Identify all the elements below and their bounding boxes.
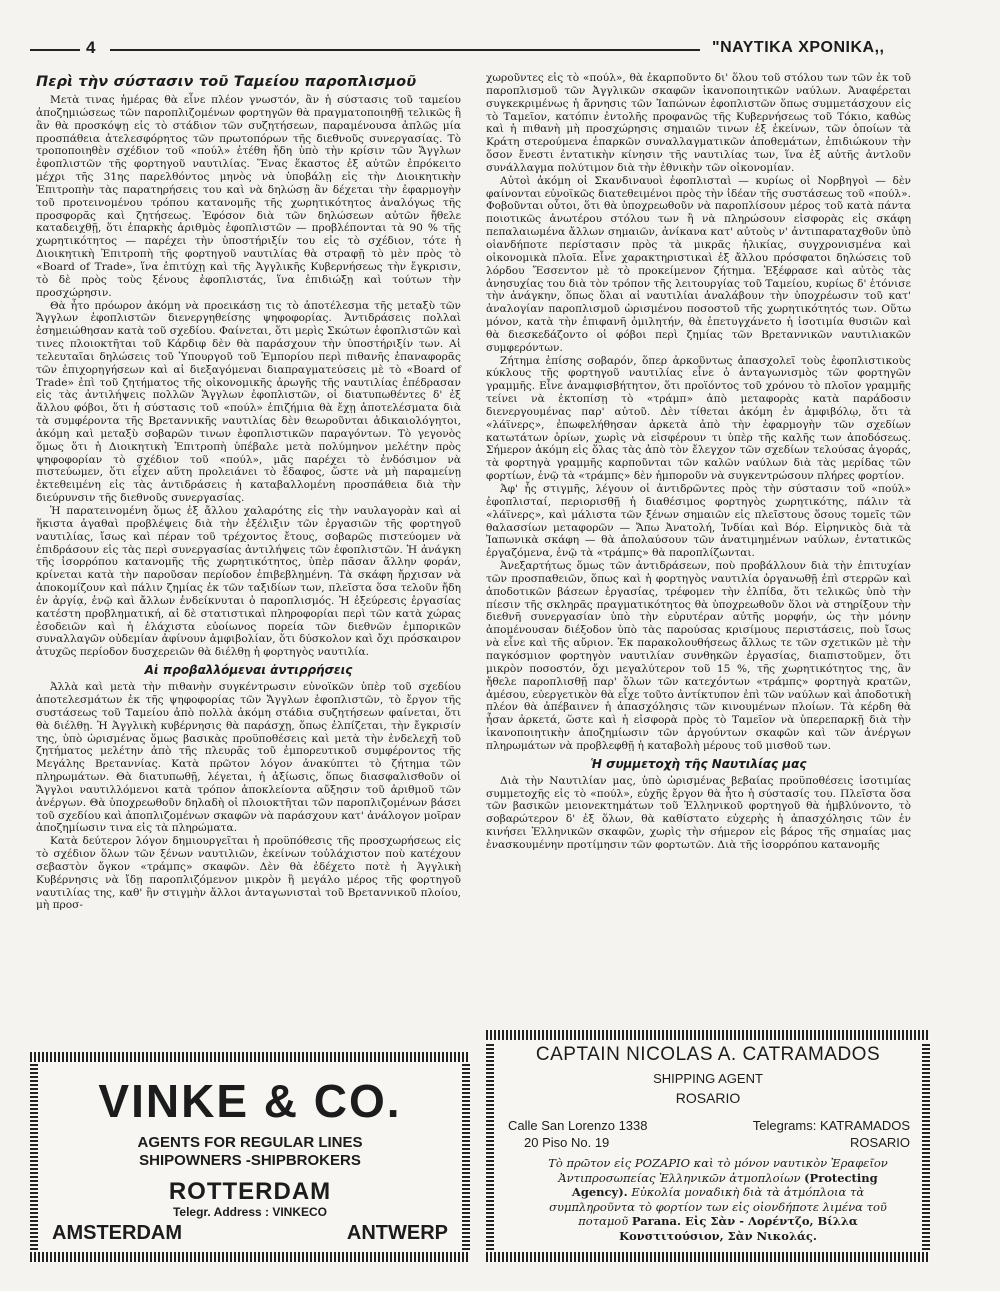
catramados-address: Calle San Lorenzo 1338 (508, 1118, 648, 1133)
paragraph: Ἡ παρατεινομένη ὅμως ἐξ ἄλλου χαλαρότης εἰς τὴν ναυλαγορὰν καὶ αἱ ἥκιστα ἀγαθαὶ προβλέψεις διὰ τὴν ἐξέλιξιν τῶν ἐργασιῶν τῆς φορτηγοῦ ναυτιλίας, ἴσως καὶ πέραν τοῦ τρέχοντος ἔτους, σοβαρῶς πιστεύομεν νὰ ἐπιδράσουν εἰς τὰς περὶ συνεργασίας ἀντιλήψεις τῶν ἐφοπλιστῶν. Ἡ ἀνάγκη τῆς ἰσορρόπου κατανομῆς τῆς χωρητικότητος, ὑπὲρ πᾶσαν ἄλλην φοράν, κρίνεται κατὰ τὴν παροῦσαν περίοδον ἐπιβεβλημένη. Τὰ σκάφη ἤρχισαν νὰ ἀποκομίζουν καὶ πάλιν ζημίας ἐκ τῶν ταξιδίων των, πλεῖστα ὅσα τελοῦν ἤδη ἐν ἀργίᾳ, ἐνῷ καὶ ἄλλων ἐνδείκνυται ὁ παροπλισμός. Ἡ ἐξεύρεσις ἐργασίας κατέστη προβληματική, αἱ δὲ στατιστικαὶ πληροφορίαι περὶ τῶν κατὰ χώρας ἐσοδειῶν καὶ ἡ ἐλάχιστα εὐοίωνος πορεία τῶν διεθνῶν ἐμπορικῶν συναλλαγῶν οὐδεμίαν ἀφίνουν ἀμφιβολίαν, ὅτι δύσκολον καὶ ὄχι πρόσκαιρον ἀτυχῶς περίοδον δυσχερειῶν θὰ διέλθῃ ἡ φορτηγὸς ναυτιλία. (36, 505, 461, 659)
ad-border-bottom (30, 1252, 470, 1262)
paragraph: Μετὰ τινας ἡμέρας θὰ εἶνε πλέον γνωστόν, ἂν ἡ σύστασις τοῦ ταμείου ἀποζημιώσεως τῶν παροπλιζομένων φορτηγῶν θὰ πραγματοποιηθῇ τελικῶς ἢ ἂν θὰ προσκόψῃ εἰς τὸ στάδιον τῶν συζητήσεων, παραμένουσα ἁπλῶς μία προσπάθεια ἀτελεσφόρητος τῶν πρωτοπόρων τῆς διεθνοῦς συνεργασίας. Τὸ τροποποιηθὲν σχέδιον τοῦ «πούλ» ἐτέθη ἤδη ὑπὸ τὴν κρίσιν τῶν Ἄγγλων ἐφοπλιστῶν τῆς φορτηγοῦ ναυτιλίας. Ἕνας ἕκαστος ἐξ αὐτῶν ἐπρόκειτο μέχρι τῆς 31ης παρελθόντος μηνὸς νὰ ὑποβάλῃ εἰς τὴν Διοικητικὴν Ἐπιτροπὴν τὰς παρατηρήσεις του καὶ νὰ δηλώσῃ ἂν δέχεται τὴν ἐφαρμογὴν τοῦ προτεινομένου τρόπου κατανομῆς τῆς χωρητικότητος ἀναλόγως τῆς προσφορᾶς καὶ ζητήσεως. Ἐφόσον διὰ τῶν δηλώσεων αὐτῶν ἤθελε καταδειχθῇ, ὅτι ἐπαρκὴς ἀριθμὸς ἐφοπλιστῶν — προβλέπονται τὰ 90 % τῆς χωρητικότητος — παρέχει τὴν ὑποστήριξίν του εἰς τὸ σχέδιον, τότε ἡ Διοικητικὴ Ἐπιτροπὴ τῆς φορτηγοῦ ναυτιλίας θὰ στραφῇ τὸ μὲν πρὸς τὸ «Board of Trade», ἵνα ἐπιτύχῃ καὶ τῆς Ἀγγλικῆς Κυβερνήσεως τὴν ἔγκρισιν, τὸ δὲ πρὸς τοὺς ξένους ἐφοπλιστάς, ἵνα ἐπιδιώξῃ καὶ τούτων τὴν προσχώρησιν. (36, 94, 461, 299)
paragraph: Διὰ τὴν Ναυτιλίαν μας, ὑπὸ ὡρισμένας βεβαίας προϋποθέσεις ἰσοτιμίας συμμετοχῆς εἰς τὸ «πούλ», εὐχῆς ἔργον θὰ ἦτο ἡ σύστασίς του. Πλεῖστα ὅσα τῶν βασικῶν μειονεκτημάτων τοῦ Ἑλληνικοῦ φορτηγοῦ θὰ ἠμβλύνοντο, τὸ σοβαρώτερον δ' ἐξ ὅλων, θὰ καθίστατο εὐχερὴς ἡ ἀπασχόλησις τῶν ἐν κινήσει Ἑλληνικῶν σκαφῶν, χωρὶς τὴν σήμερον εἰς βάρος τῆς σημαίας μας ἐνασκουμένην προτίμησιν τῶν φορτωτῶν. Διὰ τῆς ἰσορρόπου κατανομῆς (486, 774, 911, 851)
paragraph: Κατὰ δεύτερον λόγον δημιουργεῖται ἡ προϋπόθεσις τῆς προσχωρήσεως εἰς τὸ σχέδιον ὅλων τῶν ξένων ναυτιλιῶν, ἐκείνων τοὐλάχιστον ποὺ κατέχουν σεβαστὸν ὄγκον «τράμπς» σκαφῶν. Δὲν θὰ ἐδέχετο ποτὲ ἡ Ἀγγλικὴ Κυβέρνησις νὰ ἴδῃ παροπλιζόμενον μικρὸν ἢ μεγάλο μέρος τῆς φορτηγοῦ ναυτιλίας της, καθ' ἣν στιγμὴν ἄλλοι ἀνταγωνισταὶ τοῦ Βρεταννικοῦ πλοίου, μὴ προσ- (36, 835, 461, 912)
greek-bold: Parana. Εἰς Σὰν - Λορέντζο, Βίλλα Κονστιτούσιον, Σὰν Νικολάς. (619, 1214, 858, 1243)
vinke-advertisement (30, 1052, 470, 1262)
greek-bold: (Protecting Agency). (571, 1170, 878, 1199)
ad-border-bottom (486, 1252, 930, 1262)
catramados-telegrams: ROSARIO (850, 1135, 910, 1150)
catramados-address: 20 Piso No. 19 (524, 1135, 610, 1150)
paragraph: Ἀλλὰ καὶ μετὰ τὴν πιθανὴν συγκέντρωσιν εὐνοϊκῶν ὑπὲρ τοῦ σχεδίου ἀποτελεσμάτων ἐκ τῆς ψηφοφορίας τῶν Ἄγγλων ἐφοπλιστῶν, τὸ ἔργον τῆς συστάσεως τοῦ Ταμείου ἀπὸ πολλὰ ἀκόμη στάδια συζητήσεων φαίνεται, ὅτι θὰ διέλθῃ. Ἡ Ἀγγλικὴ κυβέρνησις θὰ παράσχῃ, ὅπως ἐλπίζεται, τὴν ἔγκρισίν της, ὑπὸ ὡρισμένας ὅμως βασικὰς προϋποθέσεις καὶ μετὰ τὴν ἐνδελεχῆ τοῦ ζητήματος μελέτην ἀπὸ τῆς πλευρᾶς τοῦ ἐμπορευτικοῦ συμφέροντος τῆς Μεγάλης Βρεταννίας. Κατὰ πρῶτον λόγον ἀνακύπτει τὸ ζήτημα τῶν πληρωμάτων. Θὰ διατυπωθῇ, λέγεται, ἡ ἀξίωσις, ὅπως διασφαλισθοῦν οἱ Ἄγγλοι ναυτιλλόμενοι κατὰ τρόπον ἀποκλείοντα αὔξησιν τοῦ ἀριθμοῦ τῶν ἀνέργων. Θὰ ὑποχρεωθοῦν δηλαδὴ οἱ πλοιοκτῆται τῶν παροπλιζομένων βάσει τοῦ σχεδίου καὶ ἀποπλιζομένων σκαφῶν νὰ παράσχουν κατ' ἀνάλογον μοῖραν ἀποζημίωσιν τινα εἰς τὰ πληρώματα. (36, 681, 461, 835)
right-column (486, 72, 911, 852)
subheading: Αἱ προβαλλόμεναι ἀντιρρήσεις (144, 663, 353, 678)
paragraph: Ἀφ' ἧς στιγμῆς, λέγουν οἱ ἀντιδρῶντες πρὸς τὴν σύστασιν τοῦ «πούλ» ἐφοπλισταί, περιορισθῇ ἡ διαθέσιμος φορτηγὸς χωρητικότης, πάλιν τὰ «λάϊνερς», καὶ μάλιστα τῶν ξένων σημαιῶν εἰς πλεῖστους ὅσους τομεῖς τῶν θαλασσίων μεταφορῶν — Ἄπω Ἀνατολή, Ἰνδίαι καὶ Βόρ. Εἰρηνικὸς διὰ τὰ Ἰαπωνικὰ σκάφη — θὰ ἀπολαύσουν τῶν ἀνατιμημένων ναύλων, ἐντατικῶς ἐργαζόμενα, ἐνῷ τὰ «τράμπς» θὰ παροπλίζωνται. (486, 483, 911, 560)
vinke-branch-left: AMSTERDAM (52, 1222, 182, 1244)
ad-border-top (30, 1052, 470, 1062)
page-header (30, 38, 940, 60)
paragraph: Ἀνεξαρτήτως ὅμως τῶν ἀντιδράσεων, ποὺ προβάλλουν διὰ τὴν ἐπιτυχίαν τῶν προσπαθειῶν, ὅπως καὶ ἡ φορτηγὸς ναυτιλία ὀργανωθῇ ἐπὶ στερρῶν καὶ ἀποδοτικῶν βάσεων ἐργασίας, τρέφομεν τὴν ἐλπίδα, ὅτι τελικῶς ὑπὸ τὴν πίεσιν τῆς σκληρᾶς πραγματικότητος θὰ ὑποχρεωθοῦν ὅλοι νὰ στηρίξουν τὴν διεθνῆ συνεργασίαν ὑπὸ τὴν εὐρυτέραν αὐτῆς μορφήν, ὡς τὴν μόνην ἀπομένουσαν διέξοδον ὑπὸ τὰς παρούσας κρισίμους περιστάσεις, ποὺ ἴσως νὰ εἶνε καὶ τῆς αὔριον. Ἐκ παρακολουθήσεως ἄλλως τε τῶν σχετικῶν μὲ τὴν παγκόσμιον φορτηγὸν ναυτιλίαν συνθηκῶν ἐργασίας, διαπιστοῦμεν, ὅτι μικρὸν ποσοστόν, ὄχι μεγαλύτερον τοῦ 15 %, τῆς χωρητικότητος της, ἂν ἤθελε παροπλισθῇ παρ' ὅλων τῶν κατεχόντων «τράμπς» φορτηγὰ κρατῶν, ἀμέσου, εὐεργετικὸν θὰ εἶχε τοῦτο ἀντίκτυπον ἐπὶ τῶν ναύλων καὶ ἀποδοτικὴ πλέον θὰ ἀπέβαινεν ἡ ἀπασχόλησις τῶν κινουμένων πλοίων. Τὰ κέρδη θὰ ἦσαν ἀρκετά, ὥστε καὶ ἡ εἰσφορὰ πρὸς τὸ Ταμεῖον νὰ ὑπερεπαρκῇ διὰ τὴν ἱκανοποιητικὴν ἀποζημίωσιν τῶν ἀργούντων σκαφῶν καὶ τῶν ἀνέργων πληρωμάτων νὰ προβλεφθῇ ἡ καταβολὴ μέρους τοῦ μισθοῦ των. (486, 560, 911, 752)
catramados-greek-text (536, 1156, 900, 1243)
vinke-telegraph: Telegr. Address : VINKECO (172, 1205, 328, 1219)
paragraph: χωροῦντες εἰς τὸ «πούλ», θὰ ἐκαρποῦντο δι' ὅλου τοῦ στόλου των τῶν ἐκ τοῦ παροπλισμοῦ τῶν Ἀγγλικῶν σκαφῶν ἱκανοποιητικῶν ναύλων. Ἀναφέρεται συγκεκριμένως ἡ ἄρνησις τῶν Ἰαπώνων ἐφοπλιστῶν ὅπως συμμετάσχουν εἰς τὸ Ταμεῖον, κατόπιν ἐντολῆς προφανῶς τῆς Κυβερνήσεως τοῦ Τόκιο, καθὼς καὶ ἡ πιθανὴ μὴ προσχώρησις σημαιῶν τινων ἐξ ἐκείνων, τῶν ὁποίων τὰ Κράτη στερούμενα ἐπαρκῶν συναλλαγματικῶν ἀποθεμάτων, ἐπιδιώκουν τὴν ὅσον ἔνεστι ἐντατικὴν κίνησιν τῆς ναυτιλίας των, ἵνα ἐξ αὐτῆς ἀντλοῦν συνάλλαγμα πολύτιμον διὰ τὴν ἐθνικὴν τῶν οἰκονομίαν. (486, 72, 911, 174)
header-rule-mid (110, 49, 700, 51)
greek-text: Τὸ πρῶτον εἰς ΡΟΖΑΡΙΟ καὶ τὸ μόνον ναυτικὸν Ἐραφεῖον Ἀντιπροσωπείας Ἑλληνικῶν ἀτμοπλοίων (548, 1156, 888, 1185)
catramados-telegrams: Telegrams: KATRAMADOS (752, 1118, 910, 1133)
left-column (36, 72, 461, 912)
vinke-city: ROTTERDAM (168, 1178, 332, 1205)
catramados-city: ROSARIO (675, 1090, 741, 1106)
greek-text: Εὐκολία μοναδικὴ διὰ τὰ ἀτμόπλοια τὰ συμπληροῦντα τὸ φορτίον των εἰς οἱονδήποτε λιμένα τοῦ ποταμοῦ (549, 1185, 887, 1228)
ad-border-top (486, 1030, 930, 1040)
masthead: "ΝΑΥΤΙΚΑ ΧΡΟΝΙΚΑ,, (712, 39, 885, 56)
paragraph: Αὐτοὶ ἀκόμη οἱ Σκανδιναυοὶ ἐφοπλισταὶ — κυρίως οἱ Νορβηγοὶ — δὲν φαίνονται εὐνοϊκῶς διατεθειμένοι πρὸς τὴν ἰδέαν τῆς συστάσεως τοῦ «πούλ». Φοβοῦνται οὗτοι, ὅτι θὰ ὑποχρεωθοῦν νὰ παροπλίσουν μέρος τοῦ κατὰ πάντα ποιοτικῶς ἀνωτέρου στόλου των ἢ νὰ πληρώσουν εἰσφορὰς εἰς σκάφη πεπαλαιωμένα ἄλλων σημαιῶν, ἀνίκανα κατ' αὐτοὺς ν' ἀντιπαραταχθοῦν ὑπὸ οἱανδήποτε περίστασιν πρὸς τὰ μικρᾶς ἡλικίας, συγχρονισμένα καὶ οἰκονομικὰ πλοῖα. Εἶνε χαρακτηριστικαὶ ἐξ ἄλλου πρόσφατοι δηλώσεις τοῦ λόρδου Ἔσσεντον μὲ τὸ προκείμενον ζήτημα. Ἐξέφρασε καὶ αὐτὸς τὰς ἀνησυχίας του διὰ τὸν τρόπον τῆς λειτουργίας τοῦ Ταμείου, κυρίως δ' ἐτόνισε τὴν ἀνάγκην, ὅπως ὅλαι αἱ ναυτιλίαι ἀναλάβουν τὴν ὑποχρέωσιν τοῦ κατ' ἀναλογίαν παροπλισμοῦ ὡρισμένου ποσοστοῦ τῆς χωρητικότητός των. Οὕτω μόνον, κατὰ τὴν ἐπιφανῆ ὁμιλητήν, θὰ ἐπετυγχάνετο ἡ ἰσοτιμία θυσιῶν καὶ θὰ διεσκεδάζοντο οἱ φόβοι περὶ ζημίας τῶν Βρεταννικῶν ναυτιλιακῶν συμφερόντων. (486, 174, 911, 354)
paragraph: Ζήτημα ἐπίσης σοβαρόν, ὅπερ ἀρκοῦντως ἀπασχολεῖ τοὺς ἐφοπλιστικοὺς κύκλους τῆς φορτηγοῦ ναυτιλίας εἶνε ὁ ἀνταγωνισμὸς τῶν φορτηγῶν γραμμῆς. Εἶνε ἀναμφισβήτητον, ὅτι προϊόντος τοῦ χρόνου τὸ πλοῖον γραμμῆς τείνει νὰ ἐκτοπίσῃ τὸ «τράμπ» ἀπὸ μεταφορὰς κατὰ παράδοσιν διενεργουμένας παρ' αὐτοῦ. Δὲν τίθεται ἀκόμη ἐν ἀμφιβόλῳ, ὅτι τὰ «λάϊνερς», ἐπωφελήθησαν ἀρκετὰ ἀπὸ τὴν ἐφαρμογὴν τῶν σχεδίων κατωτάτων ὁρίων, χωρὶς νὰ εἰσφέρουν τι ὑπὲρ τῆς καλῆς των ἀποδόσεως. Σήμερον ἀκόμη εἰς ὅλας τὰς ἀπὸ τὸν ἔλεγχον τῶν σχεδίων τελούσας ἀγοράς, τὰ φορτηγὰ γραμμῆς καρποῦνται τῶν καλῶν ναύλων διὰ τὰς μερίδας τῶν φορτίων, ἐνῷ τὰ «τράμπς» δὲν ἠμποροῦν νὰ συγκεντρώσουν πλήρες φορτίον. (486, 354, 911, 483)
vinke-branch-right: ANTWERP (346, 1222, 448, 1244)
header-rule-left (30, 49, 80, 51)
catramados-advertisement (486, 1030, 930, 1262)
vinke-company-name: VINKE & CO. (98, 1075, 402, 1127)
page-number: 4 (86, 38, 96, 57)
catramados-name: CAPTAIN NICOLAS A. CATRAMADOS (535, 1044, 881, 1065)
article-title: Περὶ τὴν σύστασιν τοῦ Ταμείου παροπλισμοῦ (36, 74, 417, 90)
catramados-role: SHIPPING AGENT (653, 1071, 763, 1086)
subheading: Ἡ συμμετοχὴ τῆς Ναυτιλίας μας (590, 756, 807, 771)
paragraph: Θὰ ἦτο πρόωρον ἀκόμη νὰ προεικάσῃ τις τὸ ἀποτέλεσμα τῆς μεταξὺ τῶν Ἄγγλων ἐφοπλιστῶν διενεργηθείσης ψηφοφορίας. Ἀντιδράσεις πολλαὶ ἐσημειώθησαν κατὰ τοῦ σχεδίου. Φαίνεται, ὅτι μερὶς Σκώτων ἐφοπλιστῶν καὶ τινες πλοιοκτῆται τοῦ Κάρδιφ δὲν θὰ παράσχουν τὴν ὑποστήριξίν των. Αἱ τελευταῖαι δηλώσεις τοῦ Ὑπουργοῦ τοῦ Ἐμπορίου περὶ πιθανῆς ἐπαναφορᾶς τῶν ἐπιχορηγήσεων καὶ αἱ διεξαγόμεναι διαπραγματεύσεις μὲ τὸ «Board of Trade» ἐπὶ τοῦ ζητήματος τῆς οἰκονομικῆς ἀρωγῆς τῆς ναυτιλίας ἐπέδρασαν εἰς τὰς ἀντιλήψεις πολλῶν Ἄγγλων ἐφοπλιστῶν, οἱ διατυπωθέντες δ' ἐξ ἄλλου φόβοι, ὅτι ἡ σύστασις τοῦ «πούλ» ἐπιζήμια θὰ ἔχῃ ἀποτελέσματα διὰ τὰ συμφέροντα τῆς Βρεταννικῆς ναυτιλίας δὲν θεωροῦνται ἀδικαιολόγητοι, ἀκόμη καὶ μεταξὺ σοβαρῶν τινων ἐφοπλιστικῶν παραγόντων. Τὸ γεγονὸς ὅμως ὅτι ἡ Διοικητικὴ Ἐπιτροπὴ ὑπέβαλε μετὰ πολύμηνον μελέτην πρὸς ψηφοφορίαν τὸ σχέδιον τοῦ «πούλ», μᾶς παρέχει τὸ ἐνδόσιμον νὰ πιστεύωμεν, ὅτι εἶχεν αὕτη προλειάνει τὸ ἔδαφος, ὥστε νὰ μὴ παραμείνῃ ἐκτεθειμένη εἰς τὰς ἀντιδράσεις ἡ καταβαλλομένη προσπάθεια διὰ τὴν διεύρυνσιν τῆς διεθνοῦς συνεργασίας. (36, 299, 461, 505)
vinke-services-line: AGENTS FOR REGULAR LINES (137, 1134, 363, 1151)
vinke-services-line: SHIPOWNERS -SHIPBROKERS (139, 1152, 361, 1169)
